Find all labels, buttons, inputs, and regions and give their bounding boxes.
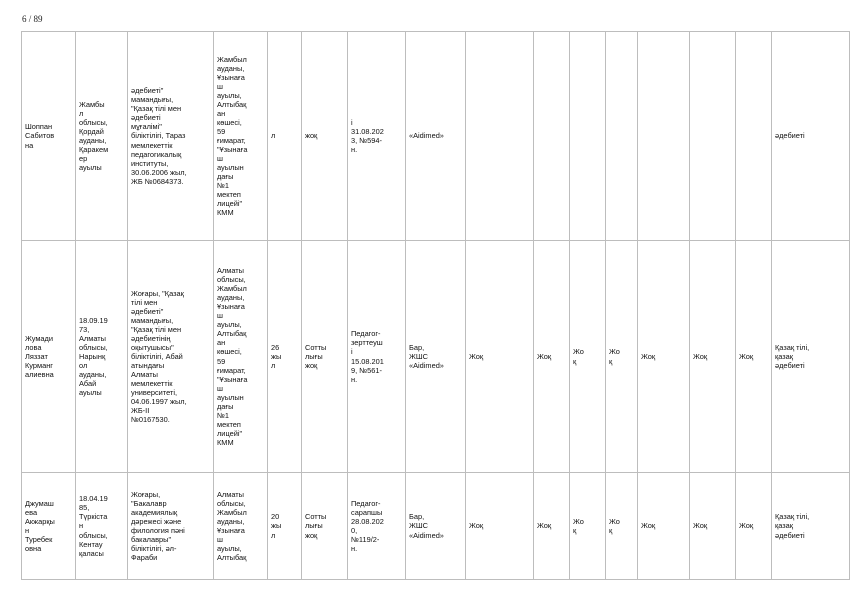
cell-education: Жоғары, "Бакалавр академиялық дәрежесі және филология пәні бакалавры" біліктілігі, әл- Фараби bbox=[128, 473, 214, 580]
cell-col10 bbox=[534, 32, 570, 241]
cell-col9: Жоқ bbox=[466, 241, 534, 473]
cell-col14 bbox=[690, 32, 736, 241]
cell-col15: Жоқ bbox=[736, 473, 772, 580]
table-row bbox=[22, 473, 850, 580]
cell-col14: Жоқ bbox=[690, 473, 736, 580]
cell-experience: 20 жы л bbox=[268, 473, 302, 580]
cell-education: әдебиеті" мамандығы, "Қазақ тілі мен әдебиеті мұғалімі" біліктілігі, Тараз мемлекеттік педагогикалық институты, 30.06.2006 жыл, ЖБ №0684373. bbox=[128, 32, 214, 241]
cell-subject: Қазақ тілі, қазақ әдебиеті bbox=[772, 473, 850, 580]
cell-col11: Жо қ bbox=[570, 241, 606, 473]
cell-category: Педагог- сарапшы 28.08.202 0, №119/2- н. bbox=[348, 473, 406, 580]
teachers-table bbox=[21, 31, 850, 580]
page-number: 6 / 89 bbox=[22, 14, 43, 24]
cell-col13: Жоқ bbox=[638, 241, 690, 473]
cell-criminal-record: Сотты лығы жоқ bbox=[302, 241, 348, 473]
cell-name: Шоппан Сабитов на bbox=[22, 32, 76, 241]
cell-col12: Жо қ bbox=[606, 473, 638, 580]
cell-col13: Жоқ bbox=[638, 473, 690, 580]
cell-birth: 18.04.19 85, Түркіста н облысы, Кентау қаласы bbox=[76, 473, 128, 580]
cell-col12 bbox=[606, 32, 638, 241]
cell-name: Джумаш ева Акжарқы н Туребек овна bbox=[22, 473, 76, 580]
cell-experience: 26 жы л bbox=[268, 241, 302, 473]
cell-subject: әдебиеті bbox=[772, 32, 850, 241]
cell-course: Бар, ЖШС «Aidimed» bbox=[406, 241, 466, 473]
cell-experience: л bbox=[268, 32, 302, 241]
cell-col10: Жоқ bbox=[534, 241, 570, 473]
cell-col11: Жо қ bbox=[570, 473, 606, 580]
cell-course: Бар, ЖШС «Aidimed» bbox=[406, 473, 466, 580]
cell-col15: Жоқ bbox=[736, 241, 772, 473]
cell-subject: Қазақ тілі, қазақ әдебиеті bbox=[772, 241, 850, 473]
cell-workplace: Жамбыл ауданы, Ұзынаға ш ауылы, Алтыбақ ан көшесі, 59 ғимарат, "Ұзынаға ш ауылын дағы №1 мектеп лицейі" КММ bbox=[214, 32, 268, 241]
cell-col11 bbox=[570, 32, 606, 241]
cell-col9: Жоқ bbox=[466, 473, 534, 580]
cell-education: Жоғары, "Қазақ тілі мен әдебиеті" мамандығы, "Қазақ тілі мен әдебиетінің оқытушысы" біліктілігі, Абай атындағы Алматы мемлекеттік университеті, 04.06.1997 жыл, ЖБ-ІІ №0167530. bbox=[128, 241, 214, 473]
cell-name: Жумади лова Ляззат Курманг алиевна bbox=[22, 241, 76, 473]
cell-birth: Жамбы л облысы, Қордай ауданы, Қаракем ер ауылы bbox=[76, 32, 128, 241]
cell-col15 bbox=[736, 32, 772, 241]
cell-col13 bbox=[638, 32, 690, 241]
cell-criminal-record: жоқ bbox=[302, 32, 348, 241]
cell-workplace: Алматы облысы, Жамбыл ауданы, Ұзынаға ш ауылы, Алтыбақ bbox=[214, 473, 268, 580]
cell-birth: 18.09.19 73, Алматы облысы, Нарынқ ол ауданы, Абай ауылы bbox=[76, 241, 128, 473]
cell-criminal-record: Сотты лығы жоқ bbox=[302, 473, 348, 580]
cell-workplace: Алматы облысы, Жамбыл ауданы, Ұзынаға ш ауылы, Алтыбақ ан көшесі, 59 ғимарат, "Ұзынаға ш ауылын дағы №1 мектеп лицейі" КММ bbox=[214, 241, 268, 473]
table-row bbox=[22, 241, 850, 473]
cell-col12: Жо қ bbox=[606, 241, 638, 473]
cell-category: і 31.08.202 3, №594- н. bbox=[348, 32, 406, 241]
cell-col9 bbox=[466, 32, 534, 241]
cell-col10: Жоқ bbox=[534, 473, 570, 580]
cell-category: Педагог- зерттеуш і 15.08.201 9, №561- н. bbox=[348, 241, 406, 473]
table-row bbox=[22, 32, 850, 241]
cell-course: «Aidimed» bbox=[406, 32, 466, 241]
cell-col14: Жоқ bbox=[690, 241, 736, 473]
